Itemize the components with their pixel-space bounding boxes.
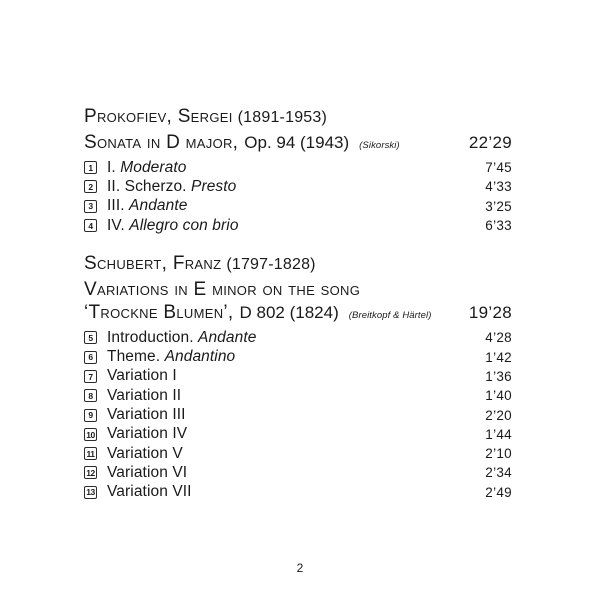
track-title-prefix: I. — [107, 158, 121, 176]
track-tempo: Andante — [198, 328, 257, 346]
track-row — [84, 367, 512, 386]
track-title — [107, 387, 181, 405]
track-title — [107, 464, 187, 482]
track-row — [84, 425, 512, 444]
track-title — [107, 425, 187, 443]
track-title-prefix: Theme. — [107, 348, 165, 366]
track-title-prefix: Variation VII — [107, 483, 192, 501]
work-opus: Op. 94 (1943) — [244, 133, 350, 152]
work-title-text: Variations in E minor on the song — [84, 279, 361, 301]
track-title-prefix: IV. — [107, 216, 130, 234]
track-number-badge: 9 — [84, 409, 97, 422]
track-title — [107, 445, 183, 463]
track-list-schubert — [84, 328, 512, 502]
track-number-badge: 6 — [84, 351, 97, 364]
publisher-credit: (Sikorski) — [359, 140, 400, 151]
track-time: 2’10 — [485, 446, 512, 462]
track-title-prefix: Variation VI — [107, 463, 188, 481]
track-time: 1’42 — [485, 349, 512, 365]
track-time: 4’33 — [485, 179, 512, 195]
track-tempo: Andantino — [164, 348, 236, 366]
track-row — [84, 463, 512, 482]
section-divider-space — [84, 235, 512, 251]
track-row — [84, 405, 512, 424]
track-time: 1’40 — [485, 388, 512, 404]
track-tempo: Allegro con brio — [129, 216, 239, 234]
track-time: 3’25 — [485, 198, 512, 214]
track-row — [84, 158, 512, 177]
composer-heading-schubert — [84, 251, 512, 278]
track-time: 2’49 — [485, 484, 512, 500]
track-title-prefix: Introduction. — [107, 328, 199, 346]
work-title-schubert-line1 — [84, 278, 512, 301]
tracklist — [84, 104, 512, 502]
work-title-text: ‘Trockne Blumen’, — [84, 302, 234, 324]
track-title — [107, 367, 177, 385]
track-row — [84, 197, 512, 216]
track-row — [84, 177, 512, 196]
track-title — [107, 406, 186, 424]
track-number-badge: 8 — [84, 389, 97, 402]
track-tempo: Andante — [129, 197, 188, 215]
work-total-time: 22’29 — [468, 133, 512, 152]
track-time: 6’33 — [485, 218, 512, 234]
track-number-badge: 3 — [84, 200, 97, 213]
track-title — [107, 329, 256, 347]
track-title-prefix: Variation III — [107, 406, 186, 424]
track-number-badge: 7 — [84, 370, 97, 383]
track-list-prokofiev — [84, 158, 512, 235]
track-row — [84, 386, 512, 405]
track-title-prefix: Variation IV — [107, 425, 188, 443]
track-number-badge: 4 — [84, 219, 97, 232]
track-title-prefix: III. — [107, 197, 130, 215]
composer-name: Prokofiev, Sergei — [84, 106, 233, 127]
track-title-prefix: Variation I — [107, 367, 177, 385]
track-time: 4’28 — [485, 330, 512, 346]
track-row — [84, 483, 512, 502]
track-title — [107, 483, 192, 501]
track-row — [84, 328, 512, 347]
track-tempo: Moderato — [120, 158, 187, 176]
track-time: 2’34 — [485, 465, 512, 481]
track-time: 1’44 — [485, 426, 512, 442]
composer-dates: (1797-1828) — [226, 256, 316, 274]
track-number-badge: 13 — [84, 486, 97, 499]
composer-dates: (1891-1953) — [237, 109, 328, 126]
composer-name: Schubert, Franz — [84, 253, 222, 275]
track-number-badge: 10 — [84, 428, 97, 441]
track-title — [107, 178, 236, 196]
track-title — [107, 217, 239, 235]
work-title-text: Sonata in D major, — [84, 132, 239, 153]
work-title-schubert-line2 — [84, 301, 512, 327]
composer-heading-prokofiev — [84, 104, 512, 131]
track-number-badge: 1 — [84, 161, 97, 174]
work-total-time: 19’28 — [468, 303, 512, 323]
track-row — [84, 347, 512, 366]
track-title — [107, 348, 235, 366]
track-number-badge: 5 — [84, 331, 97, 344]
track-number-badge: 12 — [84, 466, 97, 479]
track-number-badge: 2 — [84, 180, 97, 193]
work-opus: D 802 (1824) — [239, 303, 339, 323]
publisher-credit: (Breitkopf & Härtel) — [348, 310, 432, 322]
work-title-prokofiev — [84, 131, 512, 157]
track-tempo: Presto — [191, 177, 237, 195]
page-number: 2 — [296, 561, 304, 575]
track-number-badge: 11 — [84, 447, 97, 460]
track-title — [107, 197, 188, 215]
track-title — [107, 159, 187, 177]
track-time: 2’20 — [485, 407, 512, 423]
track-title-prefix: Variation V — [107, 444, 183, 462]
track-title-prefix: Variation II — [107, 386, 182, 404]
track-title-prefix: II. Scherzo. — [107, 177, 191, 195]
track-time: 1’36 — [485, 368, 512, 384]
track-row — [84, 216, 512, 235]
track-row — [84, 444, 512, 463]
track-time: 7’45 — [485, 160, 512, 176]
